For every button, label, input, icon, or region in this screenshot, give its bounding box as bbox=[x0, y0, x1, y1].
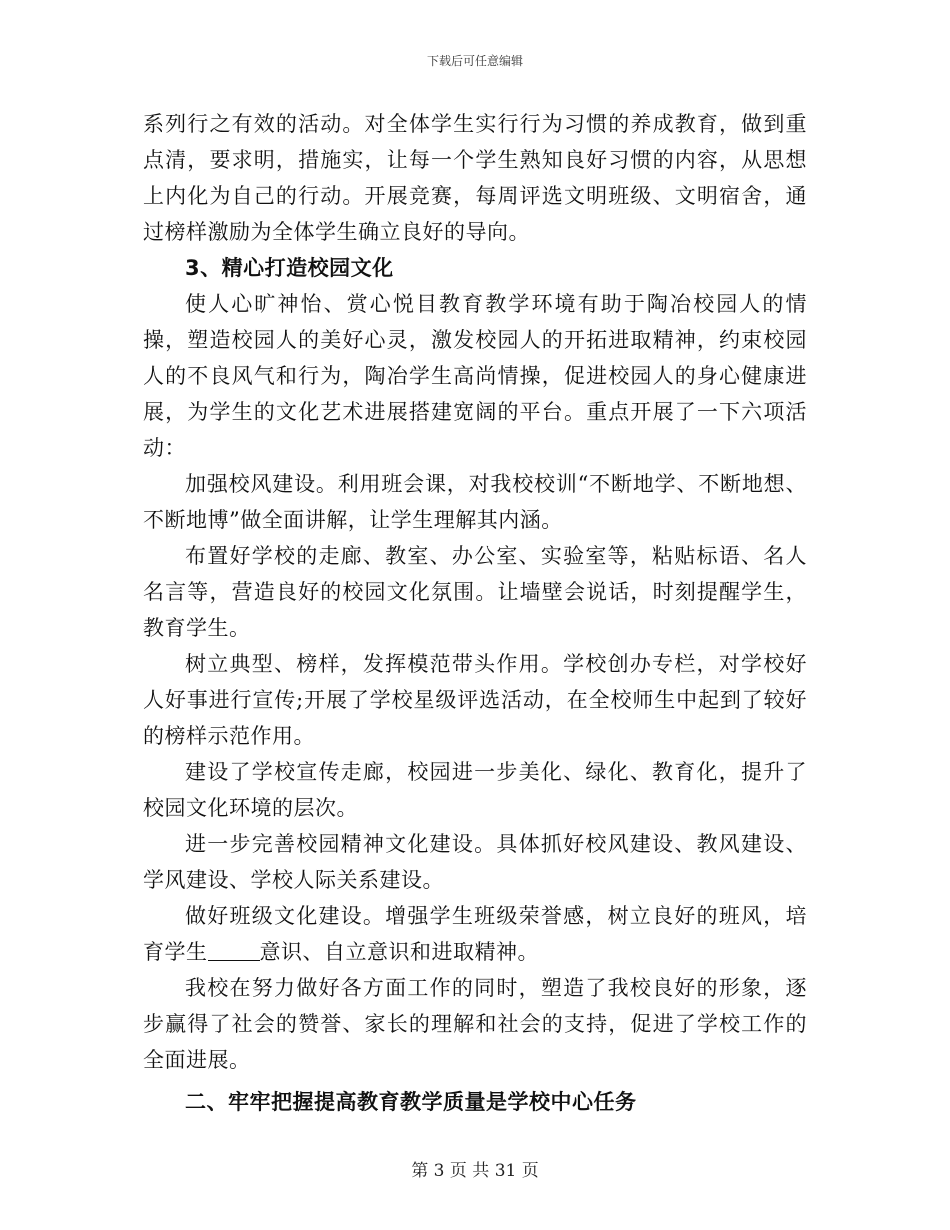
class-culture-text-b: 意识、自立意识和进取精神。 bbox=[259, 940, 539, 964]
class-culture-text-a: 做好班级文化建设。增强学生班级荣誉感，树立良好的班风，培育学生 bbox=[143, 904, 807, 964]
paragraph-continuation: 系列行之有效的活动。对全体学生实行行为习惯的养成教育，做到重点清，要求明，措施实，让每一个学生熟知良好习惯的内容，从思想上内化为自己的行动。开展竞赛，每周评选文明班级、文明宿舍，通过榜样激励为全体学生确立良好的导向。 bbox=[143, 112, 807, 244]
paragraph-decoration: 布置好学校的走廊、教室、办公室、实验室等，粘贴标语、名人名言等，营造良好的校园文化氛围。让墙壁会说话，时刻提醒学生，教育学生。 bbox=[143, 544, 807, 640]
section-heading-teaching-quality: 二、牢牢把握提高教育教学质量是学校中心任务 bbox=[185, 1090, 637, 1114]
paragraph-corridor: 建设了学校宣传走廊，校园进一步美化、绿化、教育化，提升了校园文化环境的层次。 bbox=[143, 760, 807, 820]
paragraph-summary: 我校在努力做好各方面工作的同时，塑造了我校良好的形象，逐步赢得了社会的赞誉、家长的理解和社会的支持，促进了学校工作的全面进展。 bbox=[143, 976, 807, 1072]
paragraph-spiritual-culture: 进一步完善校园精神文化建设。具体抓好校风建设、教风建设、学风建设、学校人际关系建设。 bbox=[143, 832, 807, 892]
paragraph-class-culture bbox=[143, 898, 807, 970]
document-body bbox=[143, 106, 807, 1120]
fill-in-blank bbox=[208, 939, 260, 961]
paragraph-school-spirit: 加强校风建设。利用班会课，对我校校训“不断地学、不断地想、不断地博”做全面讲解，让学生理解其内涵。 bbox=[143, 472, 807, 532]
page-header: 下载后可任意编辑 bbox=[426, 54, 523, 68]
paragraph-campus-environment: 使人心旷神怡、赏心悦目教育教学环境有助于陶冶校园人的情操，塑造校园人的美好心灵，激发校园人的开拓进取精神，约束校园人的不良风气和行为，陶冶学生高尚情操，促进校园人的身心健康进展，为学生的文化艺术进展搭建宽阔的平台。重点开展了一下六项活动： bbox=[143, 292, 807, 460]
section-heading-campus-culture: 3、精心打造校园文化 bbox=[185, 256, 394, 280]
page-number: 第 3 页 共 31 页 bbox=[411, 1161, 539, 1181]
paragraph-role-models: 树立典型、榜样，发挥模范带头作用。学校创办专栏，对学校好人好事进行宣传;开展了学校星级评选活动，在全校师生中起到了较好的榜样示范作用。 bbox=[143, 652, 807, 748]
